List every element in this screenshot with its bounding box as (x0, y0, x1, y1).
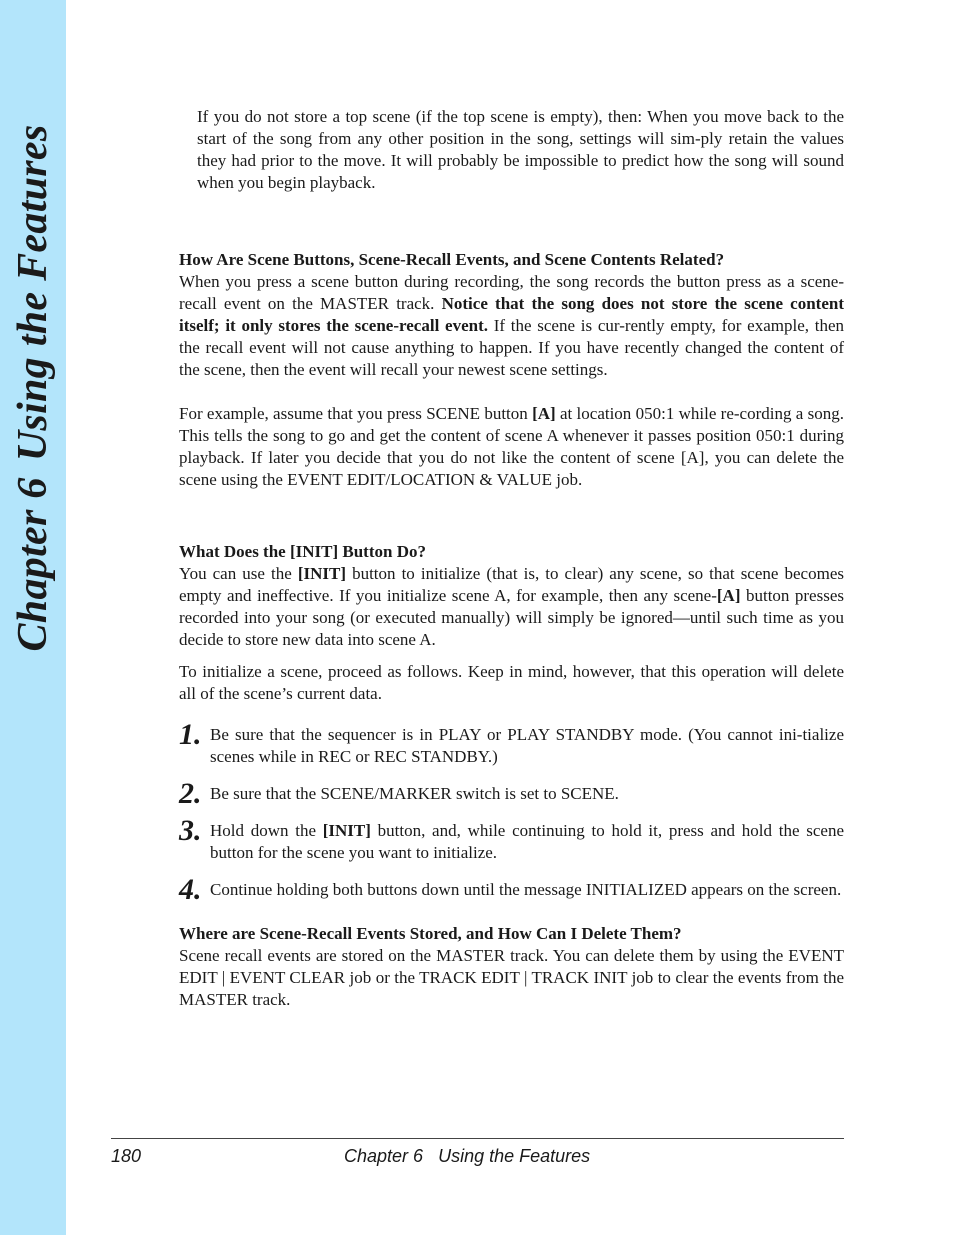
section-heading-scene-relations: How Are Scene Buttons, Scene-Recall Events, and Scene Contents Related? (179, 250, 725, 269)
step-text: Continue holding both buttons down until the message INITIALIZED appears on the screen. (210, 880, 842, 899)
paragraph-scene-recall (179, 271, 844, 381)
step-number: 2. (179, 777, 202, 810)
text-run: When you press a scene button during recording, the song records the button press as a scene-recall event on the MASTER track. (179, 272, 844, 313)
step-item (179, 777, 844, 810)
paragraph-example (179, 403, 844, 491)
step-list (179, 718, 844, 906)
footer-chapter-name: Using the Features (438, 1146, 591, 1166)
step-item (179, 873, 844, 906)
step-number: 3. (179, 814, 202, 847)
step-text: Be sure that the sequencer is in PLAY or PLAY STANDBY mode. (You cannot ini-tialize scenes while in REC or REC STANDBY.) (210, 725, 844, 766)
sidebar-chapter-title (9, 124, 57, 651)
page-content (179, 106, 844, 1011)
footer-divider (111, 1138, 844, 1139)
step-text (210, 820, 844, 864)
paragraph-recall-storage: Scene recall events are stored on the MASTER track. You can delete them by using the EVENT EDIT | EVENT CLEAR job or the TRACK EDIT | TRACK INIT job to clear the events from the MASTER track. (179, 946, 844, 1009)
text-run: button presses recorded into your song (or executed manually) will simply be ignored—until such time as you decide to store new data into scene A. (179, 586, 844, 649)
bold-text-run: [INIT] (322, 821, 371, 840)
step-number: 1. (179, 718, 202, 751)
bold-text-run: [A] (716, 586, 741, 605)
intro-paragraph: If you do not store a top scene (if the top scene is empty), then: When you move back to the start of the song from any other position in the song, settings will sim-ply retain the values they had prior to the move. It will probably be impossible to predict how the song will sound when you begin playback. (197, 107, 844, 192)
sidebar-chapter-label: Chapter 6 (10, 477, 56, 652)
paragraph-init-procedure: To initialize a scene, proceed as follows. Keep in mind, however, that this operation will delete all of the scene’s current data. (179, 662, 844, 703)
text-run: Hold down the (210, 821, 323, 840)
text-run: button, and, while continuing to hold it, press and hold the scene button for the scene you want to initialize. (210, 821, 844, 862)
bold-text-run: Notice that the song does not store the scene content itself; it only stores the scene-recall event. (179, 294, 844, 335)
text-run: at location 050:1 while re-cording a song. This tells the song to go and get the content of scene A whenever it passes position 050:1 during playback. If later you decide that you do not like the content of scene [A], you can delete the scene using the EVENT EDIT/LOCATION & VALUE job. (179, 404, 844, 489)
step-item (179, 814, 844, 864)
page-number: 180 (111, 1146, 142, 1166)
text-run: button to initialize (that is, to clear) any scene, so that scene becomes empty and ineffective. If you initialize scene A, for example, then any scene- (179, 564, 844, 605)
footer-chapter-label: Chapter 6 (344, 1146, 424, 1166)
section-heading-recall-storage: Where are Scene-Recall Events Stored, and How Can I Delete Them? (179, 924, 682, 943)
bold-text-run: [INIT] (297, 564, 347, 583)
step-number: 4. (179, 873, 202, 906)
paragraph-init-button (179, 563, 844, 651)
step-item (179, 718, 844, 768)
sidebar-chapter-name: Using the Features (10, 124, 56, 462)
text-run: You can use the (179, 564, 298, 583)
text-run: If the scene is cur-rently empty, for example, then the recall event will not cause anything to happen. If you have recently changed the content of the scene, then the event will recall your newest scene settings. (179, 316, 844, 379)
bold-text-run: [A] (532, 404, 556, 423)
section-heading-init-button: What Does the [INIT] Button Do? (179, 542, 426, 561)
text-run: For example, assume that you press SCENE button (179, 404, 533, 423)
chapter-sidebar (0, 0, 66, 1235)
step-text: Be sure that the SCENE/MARKER switch is set to SCENE. (210, 784, 619, 803)
footer-chapter-title (344, 1145, 590, 1167)
